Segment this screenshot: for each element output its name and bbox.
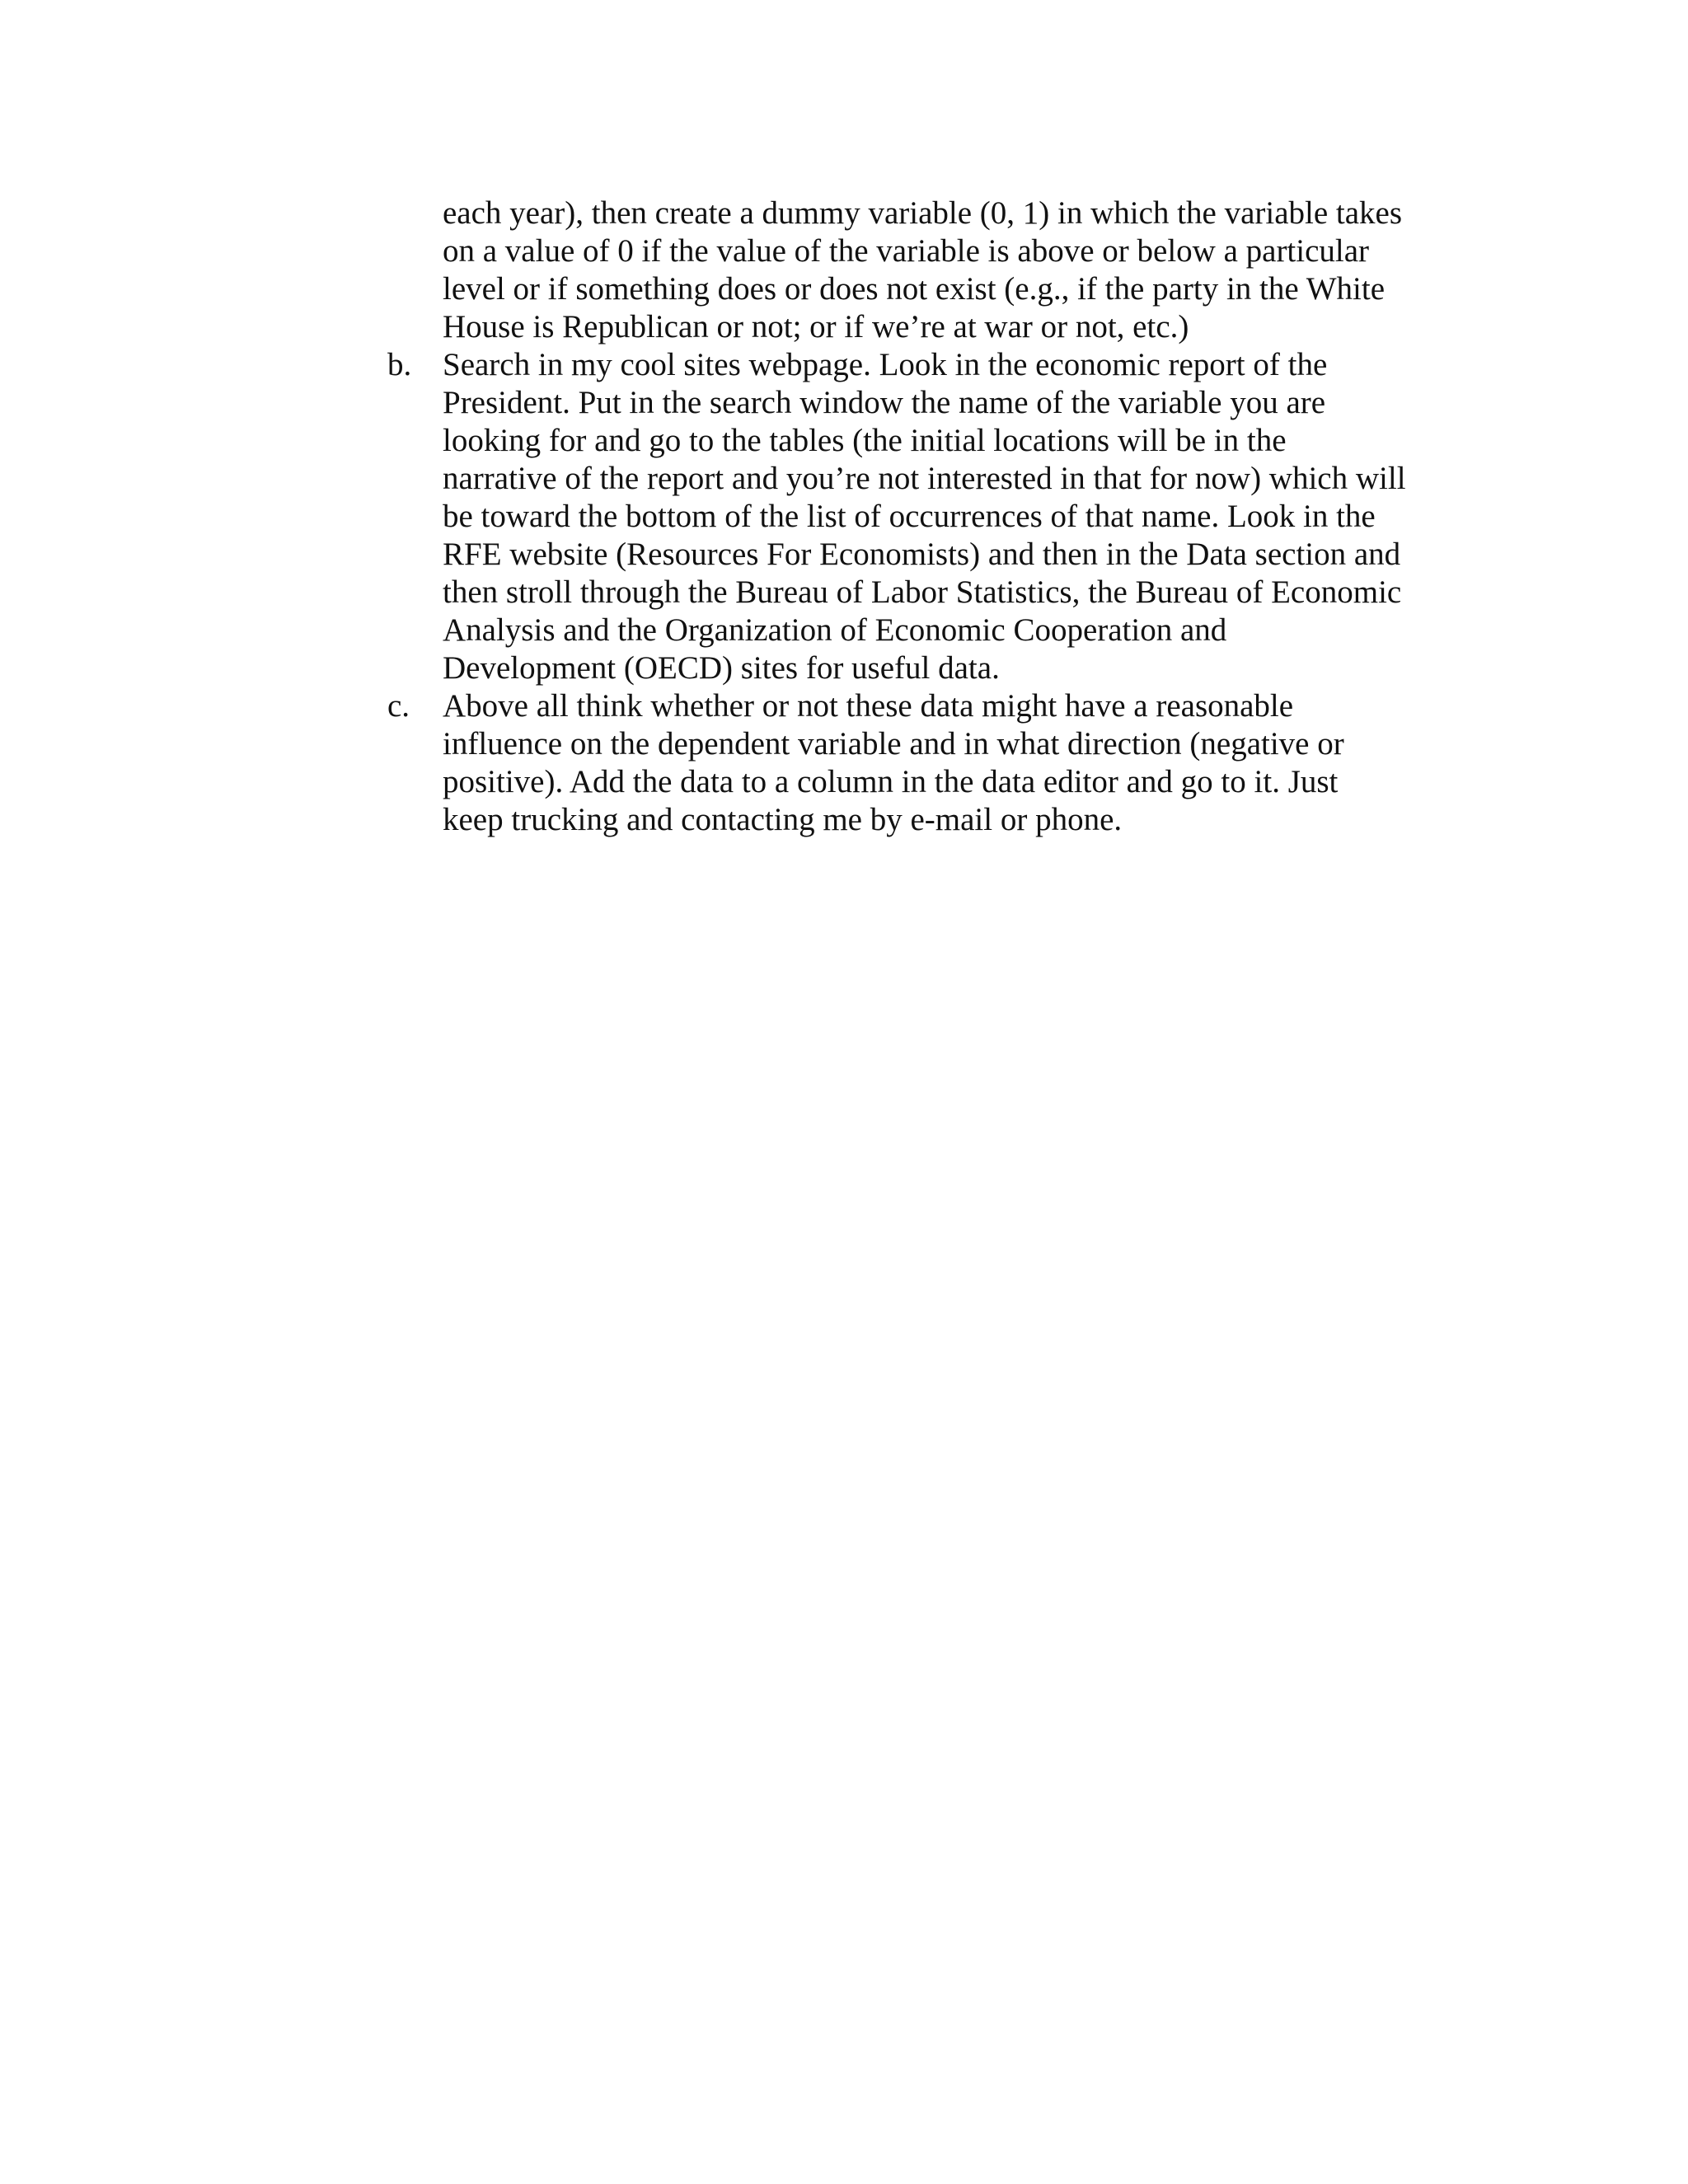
text-line: then stroll through the Bureau of Labor Statistics, the Bureau of Economic xyxy=(443,574,1402,610)
list-marker: b. xyxy=(387,347,412,382)
text-line: House is Republican or not; or if we’re at war or not, etc.) xyxy=(443,309,1189,344)
list-marker: c. xyxy=(387,688,410,724)
text-line: Development (OECD) sites for useful data. xyxy=(443,650,1000,686)
text-line: level or if something does or does not exist (e.g., if the party in the White xyxy=(443,271,1386,307)
text-line: President. Put in the search window the name of the variable you are xyxy=(443,385,1326,420)
text-line: narrative of the report and you’re not interested in that for now) which will xyxy=(443,461,1406,496)
text-line: keep trucking and contacting me by e-mail or phone. xyxy=(443,802,1123,837)
text-line: Above all think whether or not these data might have a reasonable xyxy=(443,688,1294,724)
document-body xyxy=(387,194,1442,839)
list-item-text xyxy=(443,687,1442,839)
text-line: each year), then create a dummy variable (0, 1) in which the variable takes xyxy=(443,195,1403,231)
continued-paragraph xyxy=(387,194,1442,346)
list-item-text xyxy=(443,346,1442,687)
list-item-b xyxy=(387,346,1442,687)
text-line: on a value of 0 if the value of the variable is above or below a particular xyxy=(443,233,1370,269)
text-line: positive). Add the data to a column in the data editor and go to it. Just xyxy=(443,764,1339,799)
text-line: Search in my cool sites webpage. Look in the economic report of the xyxy=(443,347,1328,382)
text-line: Analysis and the Organization of Economic Cooperation and xyxy=(443,612,1227,648)
text-line: looking for and go to the tables (the initial locations will be in the xyxy=(443,423,1287,458)
text-line: influence on the dependent variable and in what direction (negative or xyxy=(443,726,1344,762)
text-line: RFE website (Resources For Economists) and then in the Data section and xyxy=(443,537,1401,572)
list-item-c xyxy=(387,687,1442,839)
text-line: be toward the bottom of the list of occurrences of that name. Look in the xyxy=(443,499,1376,534)
